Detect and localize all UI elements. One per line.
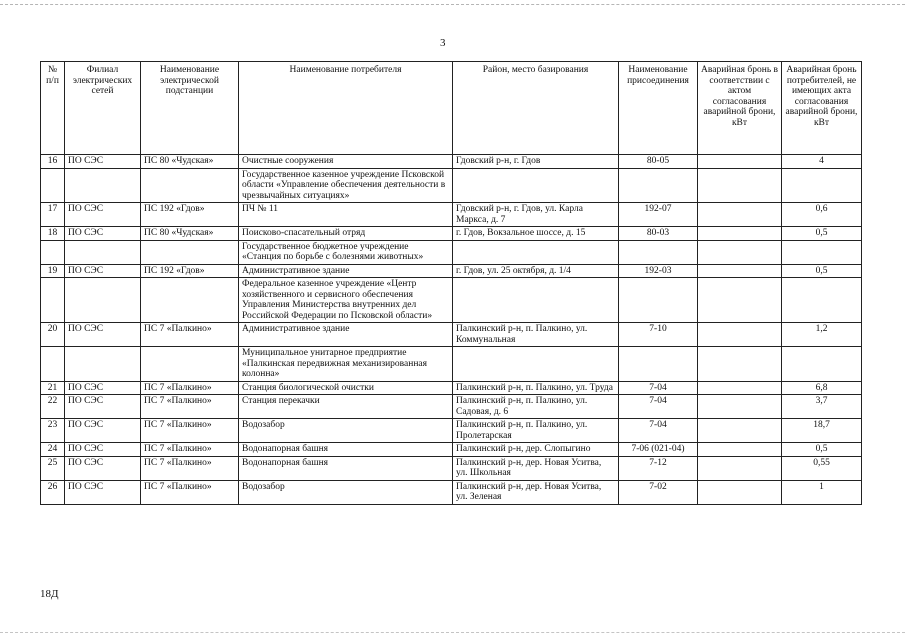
substation-cell: ПС 7 «Палкино»: [141, 419, 239, 443]
row-number-cell: 18: [41, 227, 65, 241]
district-cell: [453, 347, 619, 382]
backup-without-act-cell: 18,7: [782, 419, 862, 443]
consumer-cell: Водозабор: [239, 480, 453, 504]
connection-cell: [619, 347, 698, 382]
substation-cell: [141, 168, 239, 203]
table-row: [41, 227, 862, 241]
branch-cell: [65, 347, 141, 382]
consumer-cell: Водозабор: [239, 419, 453, 443]
branch-cell: [65, 240, 141, 264]
table-org-row: [41, 240, 862, 264]
district-cell: [453, 278, 619, 323]
branch-cell: ПО СЭС: [65, 381, 141, 395]
backup-with-act-cell: [698, 381, 782, 395]
column-header-backup-with-act: Аварийная бронь в соответствии с актом согласования аварийной брони, кВт: [698, 62, 782, 155]
backup-without-act-cell: [782, 347, 862, 382]
backup-without-act-cell: 4: [782, 155, 862, 169]
backup-with-act-cell: [698, 227, 782, 241]
branch-cell: ПО СЭС: [65, 227, 141, 241]
table-row: [41, 419, 862, 443]
substation-cell: ПС 7 «Палкино»: [141, 395, 239, 419]
branch-cell: ПО СЭС: [65, 419, 141, 443]
branch-cell: ПО СЭС: [65, 203, 141, 227]
backup-with-act-cell: [698, 203, 782, 227]
connection-cell: [619, 168, 698, 203]
branch-cell: ПО СЭС: [65, 480, 141, 504]
column-header-connection: Наименование присоединения: [619, 62, 698, 155]
table-row: [41, 203, 862, 227]
backup-with-act-cell: [698, 395, 782, 419]
backup-with-act-cell: [698, 278, 782, 323]
column-header-substation: Наименование электрической подстанции: [141, 62, 239, 155]
row-number-cell: 16: [41, 155, 65, 169]
branch-cell: ПО СЭС: [65, 443, 141, 457]
substation-cell: [141, 347, 239, 382]
consumer-cell: Государственное бюджетное учреждение «Станция по борьбе с болезнями животных»: [239, 240, 453, 264]
substation-cell: ПС 7 «Палкино»: [141, 456, 239, 480]
backup-without-act-cell: [782, 168, 862, 203]
substation-cell: ПС 192 «Гдов»: [141, 264, 239, 278]
table-row: [41, 480, 862, 504]
consumer-cell: Очистные сооружения: [239, 155, 453, 169]
substation-cell: ПС 80 «Чудская»: [141, 227, 239, 241]
district-cell: г. Гдов, Вокзальное шоссе, д. 15: [453, 227, 619, 241]
consumer-cell: Федеральное казенное учреждение «Центр хозяйственного и сервисного обеспечения Управления Министерства внутренних дел Российской Федерации по Псковской области»: [239, 278, 453, 323]
column-header-number: № п/п: [41, 62, 65, 155]
backup-without-act-cell: [782, 278, 862, 323]
row-number-cell: 19: [41, 264, 65, 278]
document-code: 18Д: [40, 588, 59, 600]
column-header-backup-without-act: Аварийная бронь потребителей, не имеющих акта согласования аварийной брони, кВт: [782, 62, 862, 155]
consumer-cell: ПЧ № 11: [239, 203, 453, 227]
row-number-cell: [41, 168, 65, 203]
connection-cell: 192-07: [619, 203, 698, 227]
table-org-row: [41, 168, 862, 203]
district-cell: Палкинский р-н, п. Палкино, ул. Садовая, д. 6: [453, 395, 619, 419]
backup-with-act-cell: [698, 240, 782, 264]
branch-cell: [65, 278, 141, 323]
substation-cell: ПС 7 «Палкино»: [141, 443, 239, 457]
connection-cell: 7-12: [619, 456, 698, 480]
backup-without-act-cell: 6,8: [782, 381, 862, 395]
row-number-cell: 17: [41, 203, 65, 227]
row-number-cell: 26: [41, 480, 65, 504]
table-row: [41, 264, 862, 278]
consumer-cell: Станция перекачки: [239, 395, 453, 419]
consumer-cell: Административное здание: [239, 264, 453, 278]
substation-cell: [141, 278, 239, 323]
emergency-reserve-table: [40, 61, 862, 505]
substation-cell: ПС 7 «Палкино»: [141, 381, 239, 395]
backup-with-act-cell: [698, 456, 782, 480]
consumer-cell: Водонапорная башня: [239, 443, 453, 457]
column-header-branch: Филиал электрических сетей: [65, 62, 141, 155]
branch-cell: [65, 168, 141, 203]
table-row: [41, 323, 862, 347]
substation-cell: ПС 7 «Палкино»: [141, 323, 239, 347]
scan-bottom-edge: [0, 632, 905, 633]
row-number-cell: 21: [41, 381, 65, 395]
branch-cell: ПО СЭС: [65, 323, 141, 347]
backup-with-act-cell: [698, 168, 782, 203]
table-header-row: [41, 62, 862, 155]
column-header-consumer: Наименование потребителя: [239, 62, 453, 155]
connection-cell: 192-03: [619, 264, 698, 278]
consumer-cell: Государственное казенное учреждение Псковской области «Управление обеспечения деятельности в чрезвычайных ситуациях»: [239, 168, 453, 203]
row-number-cell: 25: [41, 456, 65, 480]
consumer-cell: Муниципальное унитарное предприятие «Палкинская передвижная механизированная колонна»: [239, 347, 453, 382]
row-number-cell: [41, 278, 65, 323]
table-row: [41, 155, 862, 169]
backup-without-act-cell: 0,5: [782, 443, 862, 457]
substation-cell: ПС 80 «Чудская»: [141, 155, 239, 169]
row-number-cell: 20: [41, 323, 65, 347]
district-cell: Палкинский р-н, п. Палкино, ул. Труда: [453, 381, 619, 395]
connection-cell: 7-04: [619, 419, 698, 443]
district-cell: Палкинский р-н, дер. Слопыгино: [453, 443, 619, 457]
district-cell: Палкинский р-н, п. Палкино, ул. Пролетарская: [453, 419, 619, 443]
row-number-cell: [41, 347, 65, 382]
table-row: [41, 443, 862, 457]
backup-with-act-cell: [698, 323, 782, 347]
backup-with-act-cell: [698, 264, 782, 278]
backup-without-act-cell: [782, 240, 862, 264]
consumer-cell: Поисково-спасательный отряд: [239, 227, 453, 241]
row-number-cell: 24: [41, 443, 65, 457]
table-row: [41, 395, 862, 419]
substation-cell: [141, 240, 239, 264]
backup-with-act-cell: [698, 347, 782, 382]
backup-with-act-cell: [698, 155, 782, 169]
table-body: [41, 155, 862, 505]
table-row: [41, 381, 862, 395]
row-number-cell: 22: [41, 395, 65, 419]
table-org-row: [41, 347, 862, 382]
row-number-cell: 23: [41, 419, 65, 443]
backup-without-act-cell: 0,5: [782, 264, 862, 278]
row-number-cell: [41, 240, 65, 264]
district-cell: Палкинский р-н, дер. Новая Уситва, ул. Зеленая: [453, 480, 619, 504]
backup-without-act-cell: 1: [782, 480, 862, 504]
district-cell: [453, 240, 619, 264]
backup-without-act-cell: 0,55: [782, 456, 862, 480]
backup-without-act-cell: 0,6: [782, 203, 862, 227]
page-number: 3: [440, 37, 446, 49]
consumer-cell: Водонапорная башня: [239, 456, 453, 480]
table-row: [41, 456, 862, 480]
backup-without-act-cell: 0,5: [782, 227, 862, 241]
connection-cell: 7-04: [619, 381, 698, 395]
connection-cell: [619, 240, 698, 264]
backup-without-act-cell: 3,7: [782, 395, 862, 419]
connection-cell: 7-04: [619, 395, 698, 419]
substation-cell: ПС 192 «Гдов»: [141, 203, 239, 227]
consumer-cell: Станция биологической очистки: [239, 381, 453, 395]
district-cell: [453, 168, 619, 203]
substation-cell: ПС 7 «Палкино»: [141, 480, 239, 504]
district-cell: Гдовский р-н, г. Гдов, ул. Карла Маркса, д. 7: [453, 203, 619, 227]
district-cell: Палкинский р-н, п. Палкино, ул. Коммунальная: [453, 323, 619, 347]
connection-cell: 7-02: [619, 480, 698, 504]
backup-with-act-cell: [698, 443, 782, 457]
branch-cell: ПО СЭС: [65, 155, 141, 169]
district-cell: г. Гдов, ул. 25 октября, д. 1/4: [453, 264, 619, 278]
backup-without-act-cell: 1,2: [782, 323, 862, 347]
connection-cell: 7-10: [619, 323, 698, 347]
branch-cell: ПО СЭС: [65, 395, 141, 419]
district-cell: Палкинский р-н, дер. Новая Уситва, ул. Школьная: [453, 456, 619, 480]
column-header-district: Район, место базирования: [453, 62, 619, 155]
consumer-cell: Административное здание: [239, 323, 453, 347]
scan-top-edge: [0, 4, 905, 5]
table-org-row: [41, 278, 862, 323]
branch-cell: ПО СЭС: [65, 264, 141, 278]
connection-cell: [619, 278, 698, 323]
backup-with-act-cell: [698, 419, 782, 443]
connection-cell: 80-05: [619, 155, 698, 169]
branch-cell: ПО СЭС: [65, 456, 141, 480]
district-cell: Гдовский р-н, г. Гдов: [453, 155, 619, 169]
connection-cell: 7-06 (021-04): [619, 443, 698, 457]
connection-cell: 80-03: [619, 227, 698, 241]
backup-with-act-cell: [698, 480, 782, 504]
